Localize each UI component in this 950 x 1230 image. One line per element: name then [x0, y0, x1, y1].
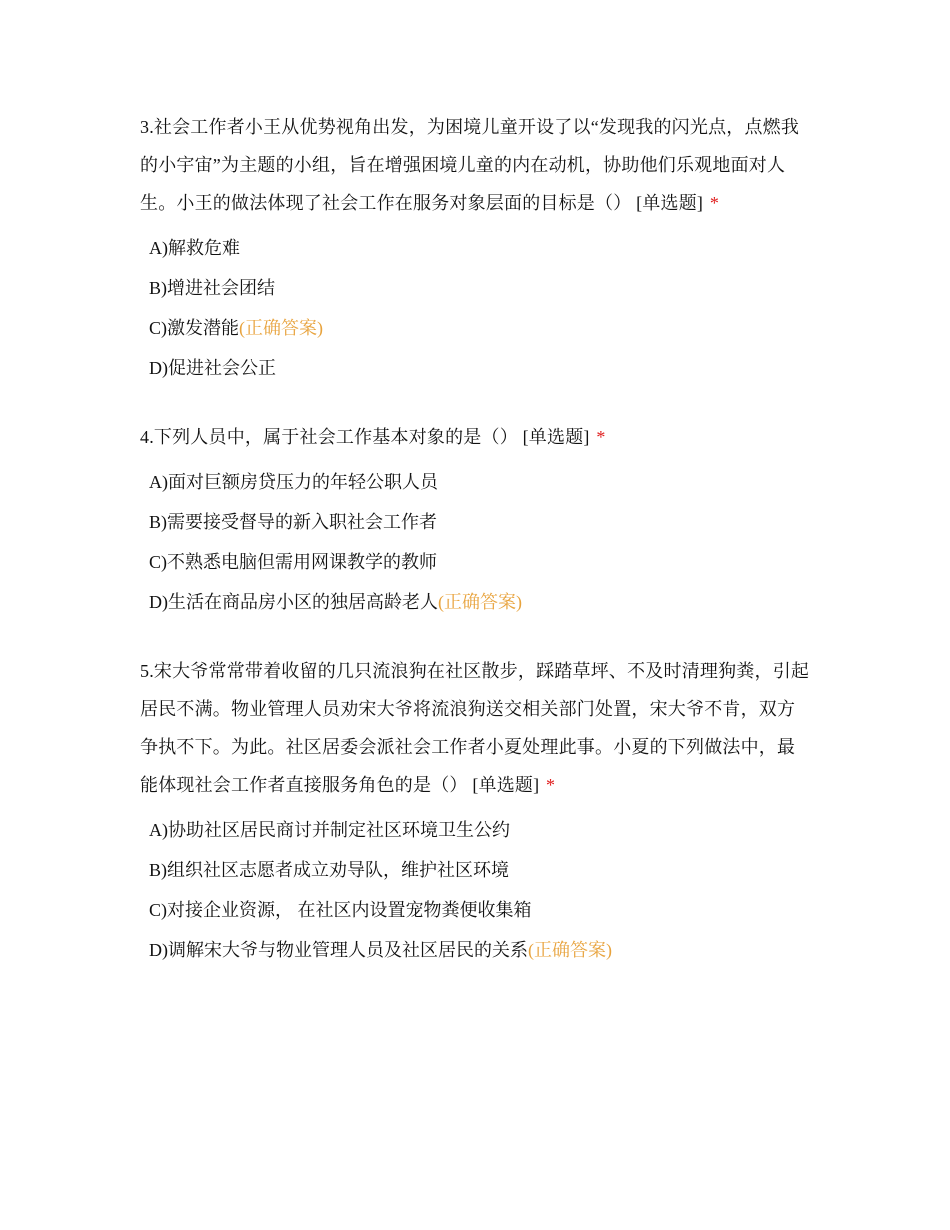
- option-list: [140, 462, 812, 622]
- option-b[interactable]: B)需要接受督导的新入职社会工作者: [149, 512, 437, 532]
- required-mark: *: [546, 775, 556, 795]
- correct-answer-tag: (正确答案): [438, 592, 522, 612]
- question-stem: [140, 418, 812, 456]
- question-text: 5.宋大爷常常带着收留的几只流浪狗在社区散步，踩踏草坪、不及时清理狗粪，引起居民不满。物业管理人员劝宋大爷将流浪狗送交相关部门处置，宋大爷不肯，双方争执不下。为此。社区居委会派社会工作者小夏处理此事。小夏的下列做法中，最能体现社会工作者直接服务角色的是（）: [140, 661, 810, 795]
- option-a[interactable]: A)面对巨额房贷压力的年轻公职人员: [149, 472, 438, 492]
- option-d[interactable]: D)生活在商品房小区的独居高龄老人(正确答案): [149, 592, 522, 612]
- question-type-label: [单选题]: [522, 427, 590, 447]
- correct-answer-tag: (正确答案): [239, 318, 323, 338]
- option-list: [140, 228, 812, 388]
- option-d[interactable]: D)调解宋大爷与物业管理人员及社区居民的关系(正确答案): [149, 940, 612, 960]
- option-a[interactable]: A)解救危难: [149, 238, 240, 258]
- option-c[interactable]: C)不熟悉电脑但需用网课教学的教师: [149, 552, 437, 572]
- option-b[interactable]: B)组织社区志愿者成立劝导队，维护社区环境: [149, 860, 509, 880]
- option-c[interactable]: C)激发潜能(正确答案): [149, 318, 323, 338]
- required-mark: *: [709, 193, 720, 213]
- question-5: [140, 652, 812, 970]
- question-text: 3.社会工作者小王从优势视角出发，为困境儿童开设了以“发现我的闪光点，点燃我的小宇宙”为主题的小组，旨在增强困境儿童的内在动机，协助他们乐观地面对人生。小王的做法体现了社会工作在服务对象层面的目标是（）: [140, 117, 800, 213]
- option-c[interactable]: C)对接企业资源， 在社区内设置宠物粪便收集箱: [149, 900, 532, 920]
- question-type-label: [单选题]: [636, 193, 704, 213]
- correct-answer-tag: (正确答案): [528, 940, 612, 960]
- option-d[interactable]: D)促进社会公正: [149, 358, 276, 378]
- option-a[interactable]: A)协助社区居民商讨并制定社区环境卫生公约: [149, 820, 510, 840]
- option-b[interactable]: B)增进社会团结: [149, 278, 275, 298]
- question-text: 4.下列人员中，属于社会工作基本对象的是（）: [140, 427, 518, 447]
- question-3: [140, 108, 812, 388]
- required-mark: *: [596, 427, 606, 447]
- question-4: [140, 418, 812, 622]
- question-stem: [140, 108, 812, 222]
- option-list: [140, 810, 812, 970]
- question-type-label: [单选题]: [472, 775, 540, 795]
- quiz-document: [140, 108, 812, 994]
- question-stem: [140, 652, 812, 804]
